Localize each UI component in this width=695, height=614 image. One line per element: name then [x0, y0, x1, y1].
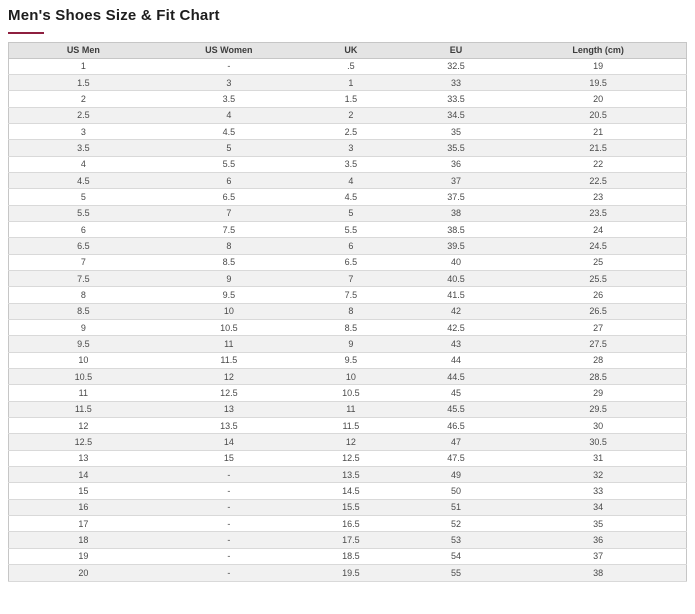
cell: 1 — [9, 58, 158, 74]
cell: 29 — [510, 385, 686, 401]
cell: 17 — [9, 516, 158, 532]
column-header: EU — [402, 43, 510, 59]
table-row — [9, 172, 687, 188]
table-row — [9, 58, 687, 74]
cell: 4.5 — [300, 189, 402, 205]
cell: 8.5 — [9, 303, 158, 319]
cell: 39.5 — [402, 238, 510, 254]
page-title: Men's Shoes Size & Fit Chart — [8, 7, 220, 24]
cell: 18.5 — [300, 548, 402, 564]
table-row — [9, 140, 687, 156]
cell: 10 — [9, 352, 158, 368]
cell: 23.5 — [510, 205, 686, 221]
cell: 37.5 — [402, 189, 510, 205]
cell: 14 — [9, 467, 158, 483]
cell: - — [158, 516, 300, 532]
cell: 45.5 — [402, 401, 510, 417]
cell: 31 — [510, 450, 686, 466]
cell: 6.5 — [300, 254, 402, 270]
cell: 24 — [510, 221, 686, 237]
column-header: Length (cm) — [510, 43, 686, 59]
cell: 12.5 — [300, 450, 402, 466]
cell: 40.5 — [402, 270, 510, 286]
cell: 19 — [9, 548, 158, 564]
cell: 32 — [510, 467, 686, 483]
cell: 20 — [510, 91, 686, 107]
table-row — [9, 483, 687, 499]
table-row — [9, 303, 687, 319]
cell: 2.5 — [9, 107, 158, 123]
table-row — [9, 336, 687, 352]
cell: 35.5 — [402, 140, 510, 156]
cell: 29.5 — [510, 401, 686, 417]
cell: 12 — [9, 418, 158, 434]
cell: 8 — [9, 287, 158, 303]
cell: 2 — [300, 107, 402, 123]
cell: 12.5 — [158, 385, 300, 401]
cell: 6.5 — [9, 238, 158, 254]
cell: 1.5 — [9, 74, 158, 90]
cell: 3 — [300, 140, 402, 156]
cell: 8 — [158, 238, 300, 254]
table-row — [9, 401, 687, 417]
cell: 25 — [510, 254, 686, 270]
cell: 44 — [402, 352, 510, 368]
cell: 14.5 — [300, 483, 402, 499]
column-header: UK — [300, 43, 402, 59]
cell: 16 — [9, 499, 158, 515]
cell: 11 — [9, 385, 158, 401]
cell: - — [158, 499, 300, 515]
table-row — [9, 352, 687, 368]
cell: 11.5 — [300, 418, 402, 434]
cell: 54 — [402, 548, 510, 564]
cell: - — [158, 58, 300, 74]
cell: 30 — [510, 418, 686, 434]
table-row — [9, 205, 687, 221]
cell: 33.5 — [402, 91, 510, 107]
cell: 22.5 — [510, 172, 686, 188]
cell: 34 — [510, 499, 686, 515]
cell: 5.5 — [158, 156, 300, 172]
cell: 4 — [158, 107, 300, 123]
table-row — [9, 450, 687, 466]
cell: 4.5 — [158, 123, 300, 139]
cell: 45 — [402, 385, 510, 401]
cell: 2.5 — [300, 123, 402, 139]
table-row — [9, 91, 687, 107]
cell: 20 — [9, 565, 158, 581]
cell: 25.5 — [510, 270, 686, 286]
cell: 35 — [510, 516, 686, 532]
cell: 40 — [402, 254, 510, 270]
cell: 38.5 — [402, 221, 510, 237]
cell: 15 — [9, 483, 158, 499]
cell: 13 — [158, 401, 300, 417]
table-row — [9, 434, 687, 450]
cell: 15.5 — [300, 499, 402, 515]
cell: 10.5 — [300, 385, 402, 401]
cell: 3.5 — [300, 156, 402, 172]
table-row — [9, 532, 687, 548]
cell: 55 — [402, 565, 510, 581]
cell: .5 — [300, 58, 402, 74]
cell: 32.5 — [402, 58, 510, 74]
cell: 51 — [402, 499, 510, 515]
cell: 28 — [510, 352, 686, 368]
cell: 9 — [300, 336, 402, 352]
cell: 33 — [510, 483, 686, 499]
cell: 13.5 — [300, 467, 402, 483]
cell: 8.5 — [300, 320, 402, 336]
table-row — [9, 156, 687, 172]
cell: 9.5 — [158, 287, 300, 303]
table-row — [9, 499, 687, 515]
cell: 5 — [9, 189, 158, 205]
table-row — [9, 238, 687, 254]
cell: 9 — [158, 270, 300, 286]
cell: 26.5 — [510, 303, 686, 319]
cell: 15 — [158, 450, 300, 466]
cell: 22 — [510, 156, 686, 172]
cell: 27 — [510, 320, 686, 336]
table-row — [9, 107, 687, 123]
cell: 5 — [300, 205, 402, 221]
cell: 10 — [300, 369, 402, 385]
cell: 6 — [158, 172, 300, 188]
cell: 17.5 — [300, 532, 402, 548]
cell: 11 — [300, 401, 402, 417]
cell: 11.5 — [158, 352, 300, 368]
cell: 18 — [9, 532, 158, 548]
cell: 6 — [9, 221, 158, 237]
table-row — [9, 369, 687, 385]
title-accent-underline — [8, 32, 44, 34]
table-row — [9, 565, 687, 581]
table-row — [9, 254, 687, 270]
cell: 36 — [510, 532, 686, 548]
table-row — [9, 123, 687, 139]
cell: 42 — [402, 303, 510, 319]
cell: 20.5 — [510, 107, 686, 123]
cell: 3.5 — [9, 140, 158, 156]
cell: 14 — [158, 434, 300, 450]
cell: 53 — [402, 532, 510, 548]
cell: 6.5 — [158, 189, 300, 205]
cell: 4 — [9, 156, 158, 172]
cell: 50 — [402, 483, 510, 499]
cell: 44.5 — [402, 369, 510, 385]
cell: 7 — [158, 205, 300, 221]
cell: 13.5 — [158, 418, 300, 434]
cell: 41.5 — [402, 287, 510, 303]
cell: 6 — [300, 238, 402, 254]
cell: 27.5 — [510, 336, 686, 352]
cell: 38 — [402, 205, 510, 221]
cell: 10.5 — [9, 369, 158, 385]
table-row — [9, 548, 687, 564]
table-row — [9, 221, 687, 237]
table-row — [9, 467, 687, 483]
cell: 13 — [9, 450, 158, 466]
cell: 33 — [402, 74, 510, 90]
cell: 36 — [402, 156, 510, 172]
cell: 8.5 — [158, 254, 300, 270]
table-body — [9, 58, 687, 581]
cell: 7.5 — [158, 221, 300, 237]
cell: 5 — [158, 140, 300, 156]
cell: 3 — [9, 123, 158, 139]
cell: 26 — [510, 287, 686, 303]
cell: 11 — [158, 336, 300, 352]
cell: - — [158, 548, 300, 564]
cell: 5.5 — [300, 221, 402, 237]
table-row — [9, 385, 687, 401]
cell: 7 — [9, 254, 158, 270]
cell: 3 — [158, 74, 300, 90]
cell: 10 — [158, 303, 300, 319]
cell: 19 — [510, 58, 686, 74]
cell: 46.5 — [402, 418, 510, 434]
cell: - — [158, 467, 300, 483]
cell: 35 — [402, 123, 510, 139]
cell: 37 — [402, 172, 510, 188]
cell: 1.5 — [300, 91, 402, 107]
cell: 12 — [300, 434, 402, 450]
size-chart-table — [8, 42, 687, 582]
table-header-row — [9, 43, 687, 59]
cell: 21.5 — [510, 140, 686, 156]
cell: - — [158, 483, 300, 499]
cell: 5.5 — [9, 205, 158, 221]
cell: 52 — [402, 516, 510, 532]
cell: 2 — [9, 91, 158, 107]
cell: 4 — [300, 172, 402, 188]
table-row — [9, 189, 687, 205]
column-header: US Men — [9, 43, 158, 59]
cell: - — [158, 565, 300, 581]
cell: 21 — [510, 123, 686, 139]
cell: 24.5 — [510, 238, 686, 254]
cell: 7.5 — [9, 270, 158, 286]
table-row — [9, 516, 687, 532]
cell: 11.5 — [9, 401, 158, 417]
cell: 47 — [402, 434, 510, 450]
cell: 7.5 — [300, 287, 402, 303]
cell: 43 — [402, 336, 510, 352]
cell: 30.5 — [510, 434, 686, 450]
cell: 10.5 — [158, 320, 300, 336]
cell: 37 — [510, 548, 686, 564]
cell: 16.5 — [300, 516, 402, 532]
table-header — [9, 43, 687, 59]
cell: 9.5 — [9, 336, 158, 352]
table-row — [9, 287, 687, 303]
cell: 23 — [510, 189, 686, 205]
table-row — [9, 418, 687, 434]
cell: 9.5 — [300, 352, 402, 368]
column-header: US Women — [158, 43, 300, 59]
cell: 49 — [402, 467, 510, 483]
cell: 12 — [158, 369, 300, 385]
cell: 3.5 — [158, 91, 300, 107]
cell: 9 — [9, 320, 158, 336]
table-row — [9, 74, 687, 90]
cell: 7 — [300, 270, 402, 286]
cell: 1 — [300, 74, 402, 90]
cell: 38 — [510, 565, 686, 581]
cell: 19.5 — [510, 74, 686, 90]
cell: 12.5 — [9, 434, 158, 450]
table-row — [9, 270, 687, 286]
table-row — [9, 320, 687, 336]
cell: - — [158, 532, 300, 548]
cell: 8 — [300, 303, 402, 319]
cell: 34.5 — [402, 107, 510, 123]
cell: 19.5 — [300, 565, 402, 581]
cell: 47.5 — [402, 450, 510, 466]
cell: 4.5 — [9, 172, 158, 188]
cell: 28.5 — [510, 369, 686, 385]
cell: 42.5 — [402, 320, 510, 336]
